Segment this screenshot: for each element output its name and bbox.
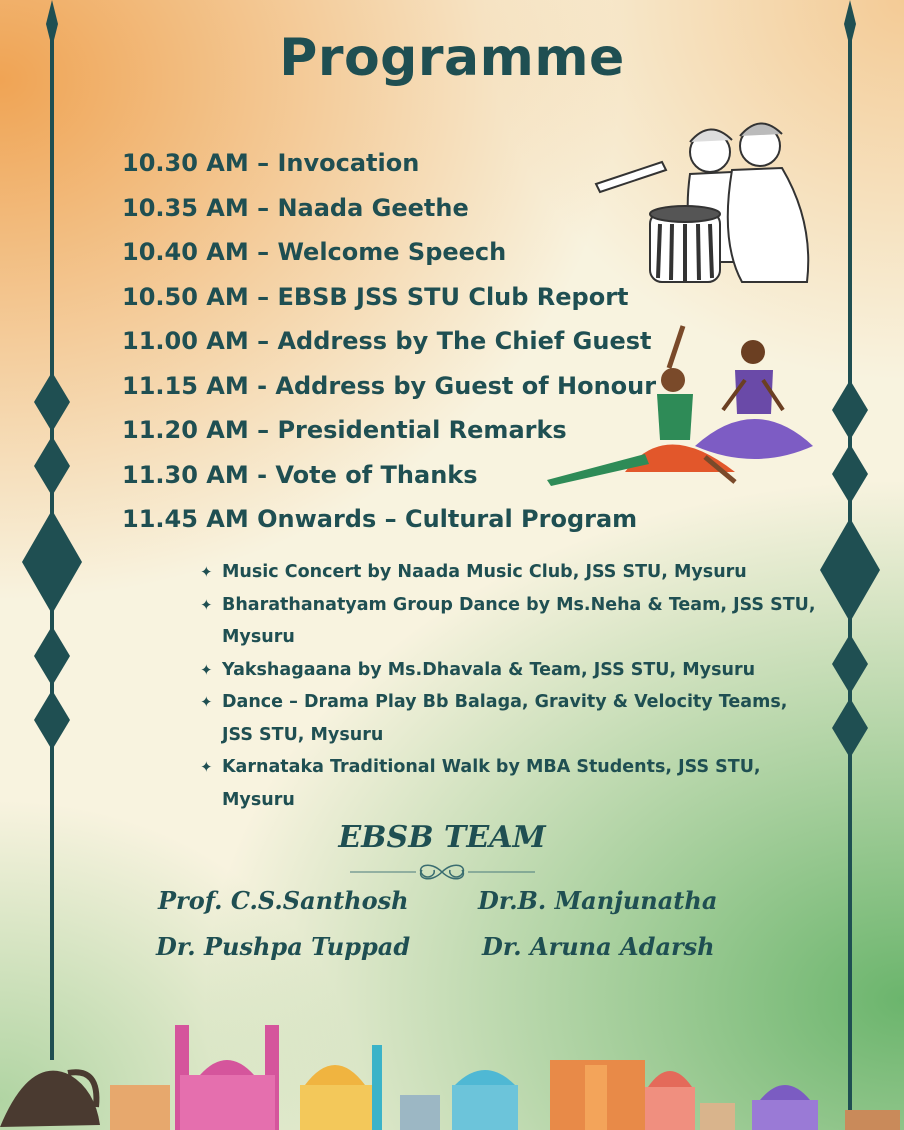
- musicians-illustration: [592, 112, 822, 297]
- star-bullet-icon: ✦: [200, 758, 213, 776]
- schedule-item: 11.00 AM – Address by The Chief Guest: [122, 327, 652, 355]
- schedule-item: 11.45 AM Onwards – Cultural Program: [122, 505, 638, 533]
- dancers-illustration: [545, 322, 820, 497]
- list-item-text: Bharathanatyam Group Dance by Ms.Neha & Team, JSS STU,: [222, 594, 816, 615]
- cultural-items-list: [200, 556, 830, 816]
- star-bullet-icon: ✦: [200, 660, 213, 679]
- ornament-icon: [350, 858, 535, 888]
- list-item: [200, 556, 830, 589]
- schedule-item: 10.40 AM – Welcome Speech: [122, 238, 507, 266]
- list-item-text-cont: Mysuru: [222, 627, 295, 647]
- page-title: Programme: [279, 28, 625, 88]
- list-item: [200, 751, 830, 816]
- star-bullet-icon: ✦: [200, 563, 213, 581]
- schedule-item: 10.35 AM – Naada Geethe: [122, 193, 469, 222]
- team-member: Prof. C.S.Santhosh: [158, 886, 409, 915]
- list-item: [200, 686, 830, 751]
- schedule-item: 11.30 AM - Vote of Thanks: [122, 460, 478, 489]
- skyline-illustration: [0, 1015, 904, 1130]
- list-item-text: Dance – Drama Play Bb Balaga, Gravity & Velocity Teams,: [222, 692, 788, 712]
- schedule-item: 11.15 AM - Address by Guest of Honour: [122, 371, 657, 400]
- list-item-text-cont: JSS STU, Mysuru: [222, 724, 384, 745]
- team-member: Dr. Aruna Adarsh: [482, 932, 715, 961]
- schedule-item: 11.20 AM – Presidential Remarks: [122, 416, 567, 444]
- star-bullet-icon: ✦: [200, 693, 213, 711]
- list-item-text: Karnataka Traditional Walk by MBA Students, JSS STU, Mysuru: [222, 757, 761, 810]
- team-member: Dr. Pushpa Tuppad: [156, 932, 411, 961]
- schedule-item: 10.30 AM – Invocation: [122, 149, 420, 177]
- team-title: EBSB TEAM: [338, 820, 546, 855]
- schedule-item: 10.50 AM – EBSB JSS STU Club Report: [122, 282, 629, 311]
- list-item: [200, 589, 830, 654]
- list-item-text: Yakshagaana by Ms.Dhavala & Team, JSS STU, Mysuru: [222, 659, 756, 680]
- list-item-text: Music Concert by Naada Music Club, JSS STU, Mysuru: [222, 562, 747, 582]
- list-item: [200, 654, 830, 687]
- star-bullet-icon: ✦: [200, 595, 213, 614]
- team-member: Dr.B. Manjunatha: [478, 886, 718, 915]
